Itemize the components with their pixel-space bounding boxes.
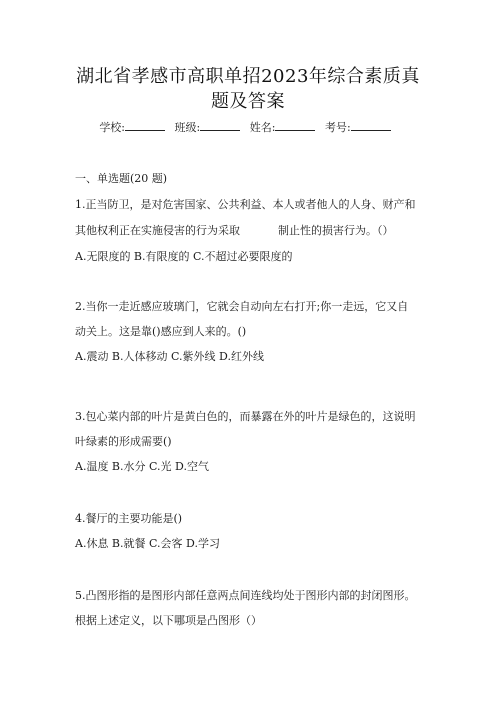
question-2-options: A.震动 B.人体移动 C.紫外线 D.红外线: [75, 350, 264, 363]
question-2-stem-line1: 2.当你一走近感应玻璃门，它就会自动向左右打开;你一走远，它又自: [75, 300, 409, 313]
question-1-stem-part-b: 制止性的损害行为。（）: [278, 224, 394, 237]
question-3-stem-line1: 3.包心菜内部的叶片是黄白色的，而暴露在外的叶片是绿色的，这说明: [75, 410, 416, 423]
question-1-stem-part-a: 其他权利正在实施侵害的行为采取: [75, 224, 240, 237]
student-info-row: [0, 119, 496, 135]
name-blank: [275, 120, 315, 131]
question-1-stem-line2: [75, 222, 394, 238]
document-title-line1: 湖北省孝感市高职单招2023年综合素质真: [76, 66, 420, 87]
school-blank: [125, 120, 165, 131]
question-4-stem-line1: 4.餐厅的主要功能是(): [75, 512, 183, 525]
question-5-stem-line1: 5.凸图形指的是图形内部任意两点间连线均处于图形内部的封闭图形。: [75, 589, 416, 602]
question-4-options: A.休息 B.就餐 C.会客 D.学习: [75, 537, 220, 550]
exam-number-blank: [351, 120, 391, 131]
school-label: 学校:: [99, 121, 126, 134]
question-5-stem-line2: 根据上述定义，以下哪项是凸图形（）: [75, 614, 262, 627]
class-label: 班级:: [174, 121, 201, 134]
name-label: 姓名:: [249, 121, 276, 134]
document-title-line2: 题及答案: [211, 91, 285, 112]
question-1-stem-line1: 1.正当防卫，是对危害国家、公共利益、本人或者他人的人身、财产和: [75, 198, 416, 211]
exam-number-label: 考号:: [324, 121, 351, 134]
question-3-options: A.温度 B.水分 C.光 D.空气: [75, 460, 209, 473]
class-blank: [200, 120, 240, 131]
question-2-stem-line2: 动关上。这是靠()感应到人来的。(): [75, 325, 247, 338]
question-3-stem-line2: 叶绿素的形成需要(): [75, 435, 172, 448]
question-1-options: A.无限度的 B.有限度的 C.不超过必要限度的: [75, 250, 293, 263]
section-heading: 一、单选题(20 题): [75, 172, 168, 185]
